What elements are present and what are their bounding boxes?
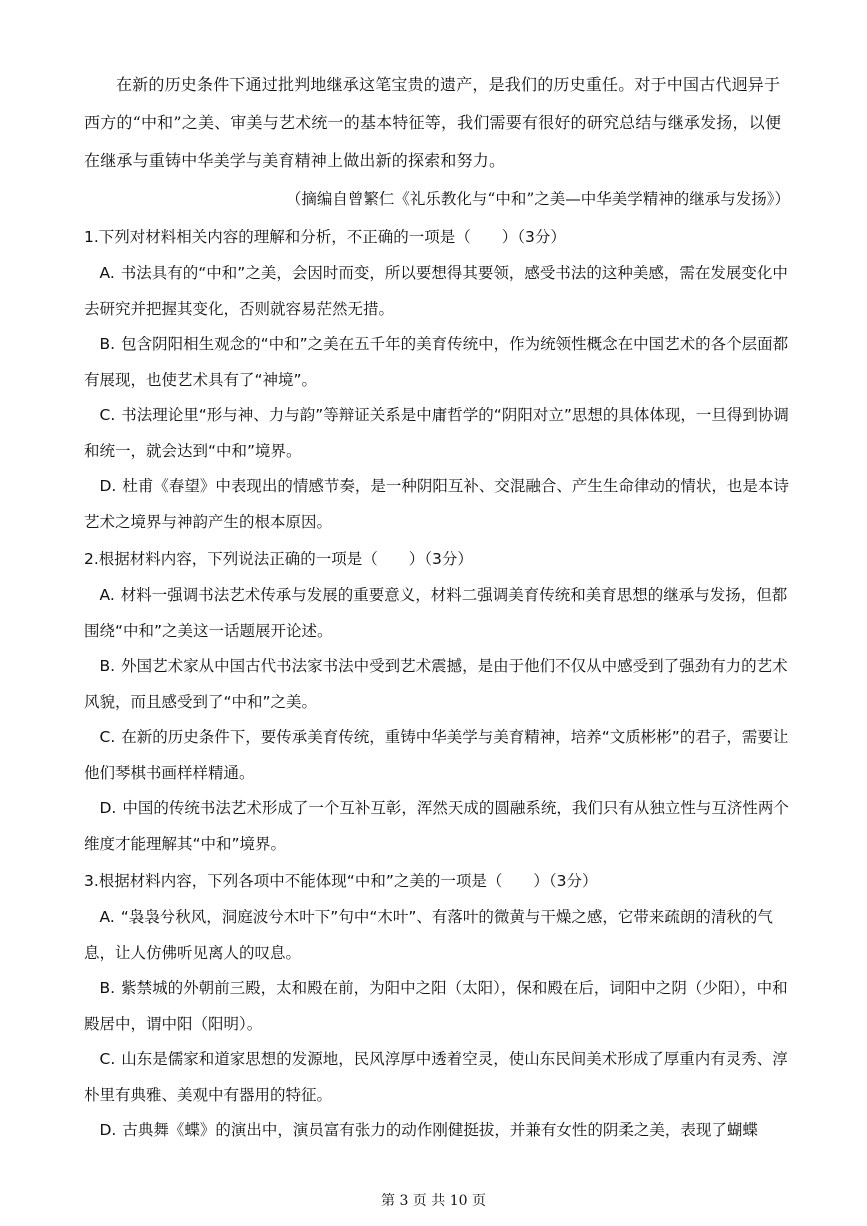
page-number: 第 3 页 共 10 页 [381, 1193, 486, 1209]
option-text: 紫禁城的外朝前三殿，太和殿在前，为阳中之阳（太阳），保和殿在后，词阳中之阴（少阳），中和殿居中，谓中阳（阳明）。 [84, 979, 788, 1033]
option-letter: D. [99, 1121, 117, 1139]
option-letter: B. [99, 979, 116, 997]
question-1 [84, 218, 790, 540]
option-text: 书法具有的“中和”之美，会因时而变，所以要想得其要领，感受书法的这种美感，需在发展变化中去研究并把握其变化，否则就容易茫然无措。 [84, 264, 788, 318]
option-text: 古典舞《蝶》的演出中，演员富有张力的动作刚健挺拔，并兼有女性的阴柔之美，表现了蝴蝶 [122, 1121, 758, 1139]
option-text: 在新的历史条件下，要传承美育传统，重铸中华美学与美育精神，培养“文质彬彬”的君子，需要让他们琴棋书画样样精通。 [84, 728, 789, 782]
option-d [84, 469, 790, 540]
option-a [84, 578, 790, 649]
option-text: 包含阴阳相生观念的“中和”之美在五千年的美育传统中，作为统领性概念在中国艺术的各个层面都有展现，也使艺术具有了“神境”。 [84, 335, 789, 389]
option-b [84, 971, 790, 1042]
option-letter: A. [99, 586, 115, 604]
option-letter: C. [99, 406, 116, 424]
option-c [84, 398, 790, 469]
option-letter: C. [99, 728, 116, 746]
option-letter: A. [99, 264, 115, 282]
passage-paragraph: 在新的历史条件下通过批判地继承这笔宝贵的遗产，是我们的历史重任。对于中国古代迥异于西方的“中和”之美、审美与艺术统一的基本特征等，我们需要有很好的研究总结与继承发扬，以便在继承与重铸中华美学与美育精神上做出新的探索和努力。 [84, 75, 782, 170]
option-letter: A. [99, 908, 115, 926]
option-d [84, 791, 790, 862]
option-a [84, 900, 790, 971]
question-stem: 3.根据材料内容，下列各项中不能体现“中和”之美的一项是（ ）（3分） [84, 872, 598, 890]
question-stem: 2.根据材料内容，下列说法正确的一项是（ ）（3分） [84, 550, 473, 568]
option-a [84, 256, 790, 327]
option-text: “袅袅兮秋风，洞庭波兮木叶下”句中“木叶”、有落叶的微黄与干燥之感，它带来疏朗的清秋的气息，让人仿佛听见离人的叹息。 [84, 908, 773, 962]
question-stem: 1.下列对材料相关内容的理解和分析，不正确的一项是（ ）（3分） [84, 228, 566, 246]
option-text: 杜甫《春望》中表现出的情感节奏，是一种阴阳互补、交混融合、产生生命律动的情状，也是本诗艺术之境界与神韵产生的根本原因。 [84, 477, 789, 531]
option-text: 材料一强调书法艺术传承与发展的重要意义，材料二强调美育传统和美育思想的继承与发扬，但都围绕“中和”之美这一话题展开论述。 [84, 586, 788, 640]
option-letter: B. [99, 335, 116, 353]
option-b [84, 649, 790, 720]
option-letter: B. [99, 657, 116, 675]
option-letter: D. [99, 799, 117, 817]
option-c [84, 1042, 790, 1113]
option-letter: C. [99, 1050, 116, 1068]
option-c [84, 720, 790, 791]
question-3 [84, 862, 790, 1149]
question-2 [84, 540, 790, 862]
option-text: 中国的传统书法艺术形成了一个互补互彰，浑然天成的圆融系统，我们只有从独立性与互济性两个维度才能理解其“中和”境界。 [84, 799, 789, 853]
option-text: 山东是儒家和道家思想的发源地，民风淳厚中透着空灵，使山东民间美术形成了厚重内有灵秀、淳朴里有典雅、美观中有器用的特征。 [84, 1050, 788, 1104]
option-text: 书法理论里“形与神、力与韵”等辩证关系是中庸哲学的“阴阳对立”思想的具体体现，一旦得到协调和统一，就会达到“中和”境界。 [84, 406, 789, 460]
document-page [84, 66, 790, 1149]
option-d [84, 1113, 790, 1149]
passage-citation: （摘编自曾繁仁《礼乐教化与“中和”之美—中华美学精神的继承与发扬》） [285, 190, 790, 208]
option-text: 外国艺术家从中国古代书法家书法中受到艺术震撼，是由于他们不仅从中感受到了强劲有力的艺术风貌，而且感受到了“中和”之美。 [84, 657, 788, 711]
option-letter: D. [99, 477, 117, 495]
option-b [84, 327, 790, 398]
